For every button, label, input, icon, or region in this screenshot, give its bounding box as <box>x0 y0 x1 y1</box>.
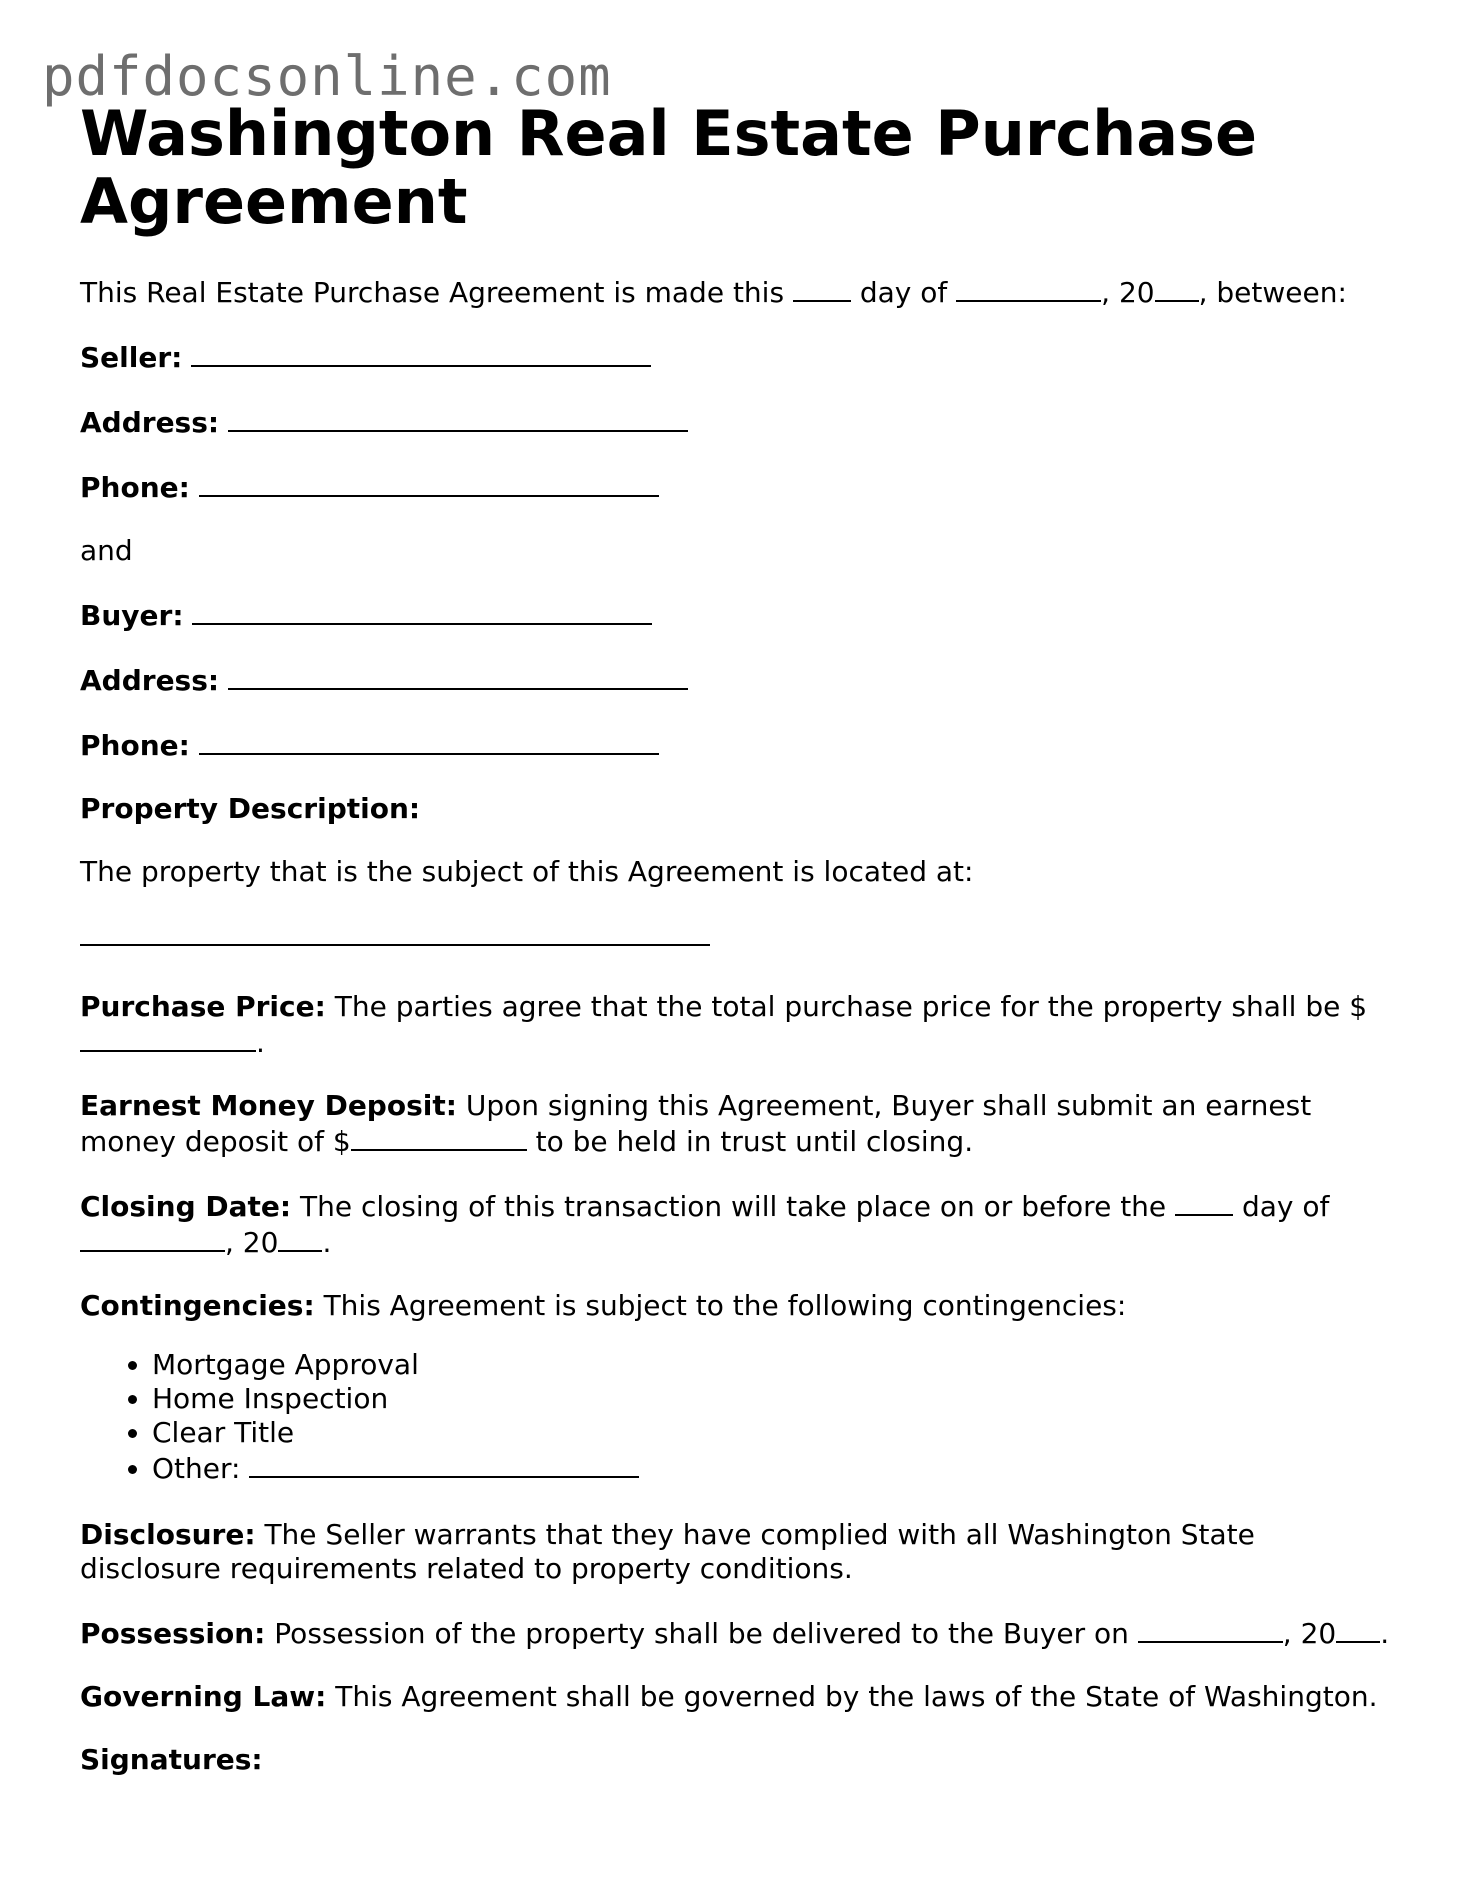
closing-day-of: day of <box>1241 1190 1330 1223</box>
property-description-heading <box>80 792 1400 826</box>
buyer-row <box>80 597 1400 633</box>
closing-month-blank[interactable] <box>80 1224 225 1252</box>
possession-year-blank[interactable] <box>1336 1615 1380 1643</box>
agreement-year-blank[interactable] <box>1155 274 1199 302</box>
seller-phone-label: Phone: <box>80 471 190 504</box>
earnest-money-label: Earnest Money Deposit: <box>80 1089 457 1122</box>
buyer-label: Buyer: <box>80 599 184 632</box>
list-item <box>152 1450 1400 1486</box>
closing-date-label: Closing Date: <box>80 1190 292 1223</box>
intro-day-of: day of <box>859 276 948 309</box>
buyer-phone-blank[interactable] <box>199 727 659 755</box>
buyer-phone-row <box>80 727 1400 763</box>
seller-phone-blank[interactable] <box>199 469 659 497</box>
possession-text: Possession of the property shall be delivered to the Buyer on <box>274 1617 1129 1650</box>
closing-date-text: The closing of this transaction will take place on or before the <box>300 1190 1167 1223</box>
agreement-day-blank[interactable] <box>793 274 851 302</box>
contingency-home-inspection: Home Inspection <box>152 1382 389 1415</box>
purchase-price-label: Purchase Price: <box>80 990 326 1023</box>
intro-made-this: This Real Estate Purchase Agreement is made this <box>80 276 785 309</box>
contingencies-list <box>80 1348 1400 1486</box>
agreement-month-blank[interactable] <box>956 274 1101 302</box>
document-title: Washington Real Estate Purchase Agreement <box>80 97 1258 238</box>
buyer-address-blank[interactable] <box>228 662 688 690</box>
seller-phone-row <box>80 469 1400 505</box>
seller-row <box>80 339 1400 375</box>
buyer-address-row <box>80 662 1400 698</box>
purchase-price-blank[interactable] <box>80 1024 256 1052</box>
contingency-other-blank[interactable] <box>249 1450 639 1478</box>
contingencies-label: Contingencies: <box>80 1289 315 1322</box>
governing-law-label: Governing Law: <box>80 1680 327 1713</box>
disclosure-paragraph <box>80 1518 1400 1586</box>
closing-day-blank[interactable] <box>1175 1188 1233 1216</box>
list-item <box>152 1348 1400 1382</box>
seller-name-blank[interactable] <box>191 339 651 367</box>
closing-year-prefix: , 20 <box>225 1226 279 1259</box>
earnest-money-blank[interactable] <box>351 1123 527 1151</box>
list-item <box>152 1416 1400 1450</box>
purchase-price-end: . <box>256 1026 265 1059</box>
property-location-row <box>80 918 1400 946</box>
watermark: pdfdocsonline.com <box>42 45 612 108</box>
signatures-label: Signatures: <box>80 1743 263 1776</box>
intro-between: , between: <box>1198 276 1347 309</box>
earnest-money-end: to be held in trust until closing. <box>535 1125 974 1158</box>
seller-address-row <box>80 404 1400 440</box>
and-text: and <box>80 534 133 567</box>
possession-month-blank[interactable] <box>1138 1615 1283 1643</box>
possession-label: Possession: <box>80 1617 266 1650</box>
signatures-heading <box>80 1743 1400 1777</box>
property-heading-label: Property Description: <box>80 792 421 825</box>
earnest-money-text: Upon signing this Agreement, Buyer shall submit an earnest money deposit of $ <box>80 1089 1312 1158</box>
contingencies-paragraph <box>80 1289 1400 1323</box>
buyer-phone-label: Phone: <box>80 729 190 762</box>
buyer-address-label: Address: <box>80 664 220 697</box>
intro-paragraph <box>80 274 1400 310</box>
earnest-money-paragraph <box>80 1089 1400 1159</box>
possession-year-prefix: , 20 <box>1282 1617 1337 1650</box>
purchase-price-text: The parties agree that the total purchase price for the property shall be $ <box>334 990 1368 1023</box>
list-item <box>152 1382 1400 1416</box>
disclosure-text: The Seller warrants that they have complied with all Washington State disclosure requirements related to property conditions. <box>80 1518 1255 1585</box>
closing-year-blank[interactable] <box>278 1224 322 1252</box>
seller-address-blank[interactable] <box>228 404 688 432</box>
contingency-other: Other: <box>152 1452 241 1485</box>
intro-year-prefix: , 20 <box>1101 276 1155 309</box>
contingency-mortgage-approval: Mortgage Approval <box>152 1348 419 1381</box>
property-location-blank[interactable] <box>80 918 710 946</box>
purchase-price-paragraph <box>80 990 1400 1060</box>
governing-law-text: This Agreement shall be governed by the laws of the State of Washington. <box>335 1680 1378 1713</box>
contingencies-text: This Agreement is subject to the following contingencies: <box>323 1289 1127 1322</box>
seller-address-label: Address: <box>80 406 220 439</box>
contingency-clear-title: Clear Title <box>152 1416 295 1449</box>
closing-date-end: . <box>322 1226 332 1259</box>
possession-end: . <box>1380 1617 1390 1650</box>
disclosure-label: Disclosure: <box>80 1518 256 1551</box>
closing-date-paragraph <box>80 1188 1400 1260</box>
buyer-name-blank[interactable] <box>192 597 652 625</box>
seller-label: Seller: <box>80 341 183 374</box>
governing-law-paragraph <box>80 1680 1400 1714</box>
agreement-document <box>80 97 1400 1806</box>
property-location-text: The property that is the subject of this Agreement is located at: <box>80 855 974 888</box>
possession-paragraph <box>80 1615 1400 1651</box>
